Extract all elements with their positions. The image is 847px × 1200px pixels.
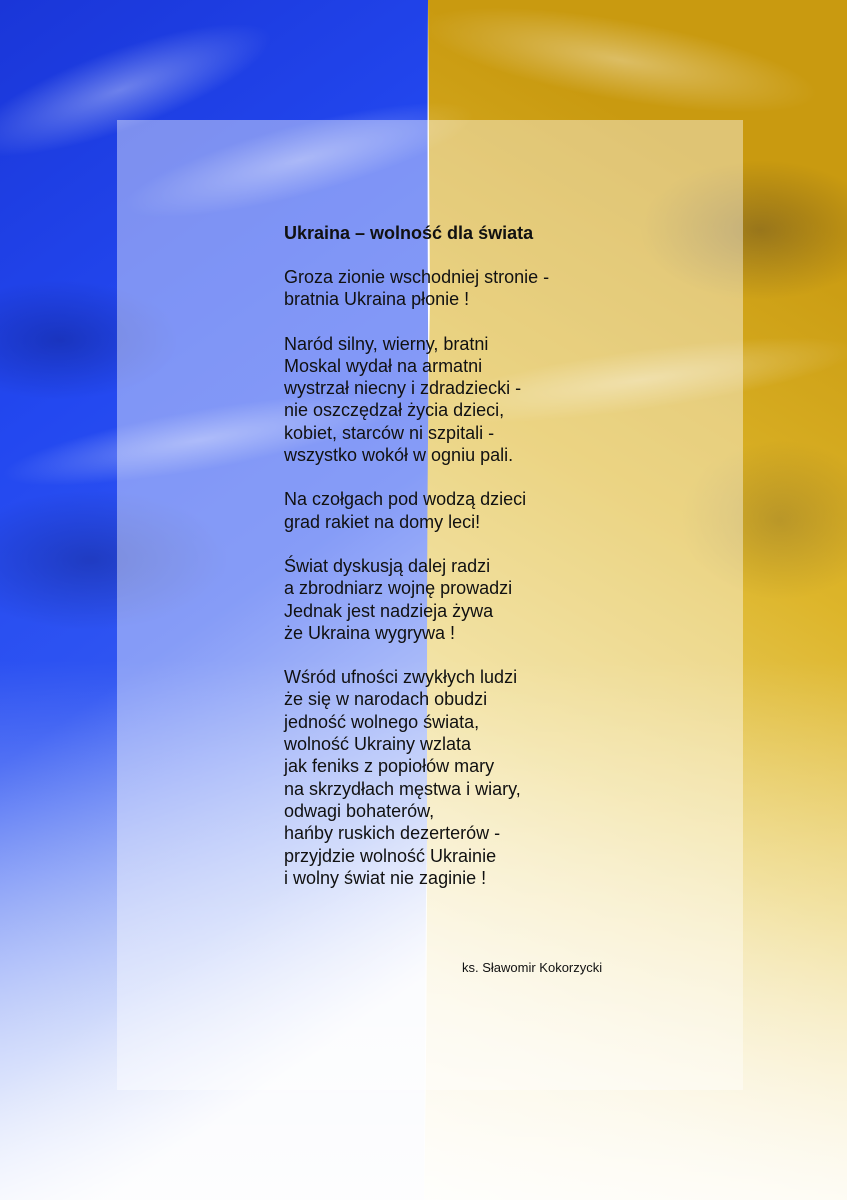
poem-line: hańby ruskich dezerterów - (284, 823, 501, 844)
poem-line: jak feniks z popiołów mary (284, 756, 495, 777)
stanza (284, 333, 704, 467)
poem-line: Moskal wydał na armatni (284, 355, 483, 376)
poem-line: Groza zionie wschodniej stronie - (284, 267, 550, 287)
stanza (284, 555, 704, 644)
poem-line: na skrzydłach męstwa i wiary, (284, 778, 521, 799)
poem-line: odwagi bohaterów, (284, 800, 435, 821)
poem-line: Naród silny, wierny, bratni (284, 333, 489, 354)
poem-line: wszystko wokół w ogniu pali. (284, 445, 514, 466)
poem-line: Jednak jest nadzieja żywa (284, 600, 494, 621)
poem-line: kobiet, starców ni szpitali - (284, 422, 495, 443)
poem-line: że Ukraina wygrywa ! (284, 622, 456, 643)
poem-line: wolność Ukrainy wzlata (284, 734, 472, 755)
poem-line: przyjdzie wolność Ukrainie (284, 845, 497, 866)
poem-line: wystrzał niecny i zdradziecki - (284, 378, 522, 399)
poem-line: że się w narodach obudzi (284, 689, 488, 710)
poem-line: i wolny świat nie zaginie ! (284, 867, 487, 888)
poem (284, 222, 704, 911)
poem-line: bratnia Ukraina płonie ! (284, 289, 470, 310)
poem-line: Świat dyskusją dalej radzi (284, 555, 491, 576)
poem-line: Na czołgach pod wodzą dzieci (284, 489, 527, 510)
poem-line: Wśród ufności zwykłych ludzi (284, 667, 518, 688)
poem-author: ks. Sławomir Kokorzycki (462, 960, 603, 975)
poem-title: Ukraina – wolność dla świata (284, 223, 534, 243)
poem-line: jedność wolnego świata, (284, 711, 480, 732)
poem-line: grad rakiet na domy leci! (284, 511, 481, 532)
stanza (284, 266, 704, 311)
stanza (284, 488, 704, 533)
poem-line: a zbrodniarz wojnę prowadzi (284, 578, 513, 599)
stanza (284, 666, 704, 889)
poem-line: nie oszczędzał życia dzieci, (284, 400, 505, 421)
